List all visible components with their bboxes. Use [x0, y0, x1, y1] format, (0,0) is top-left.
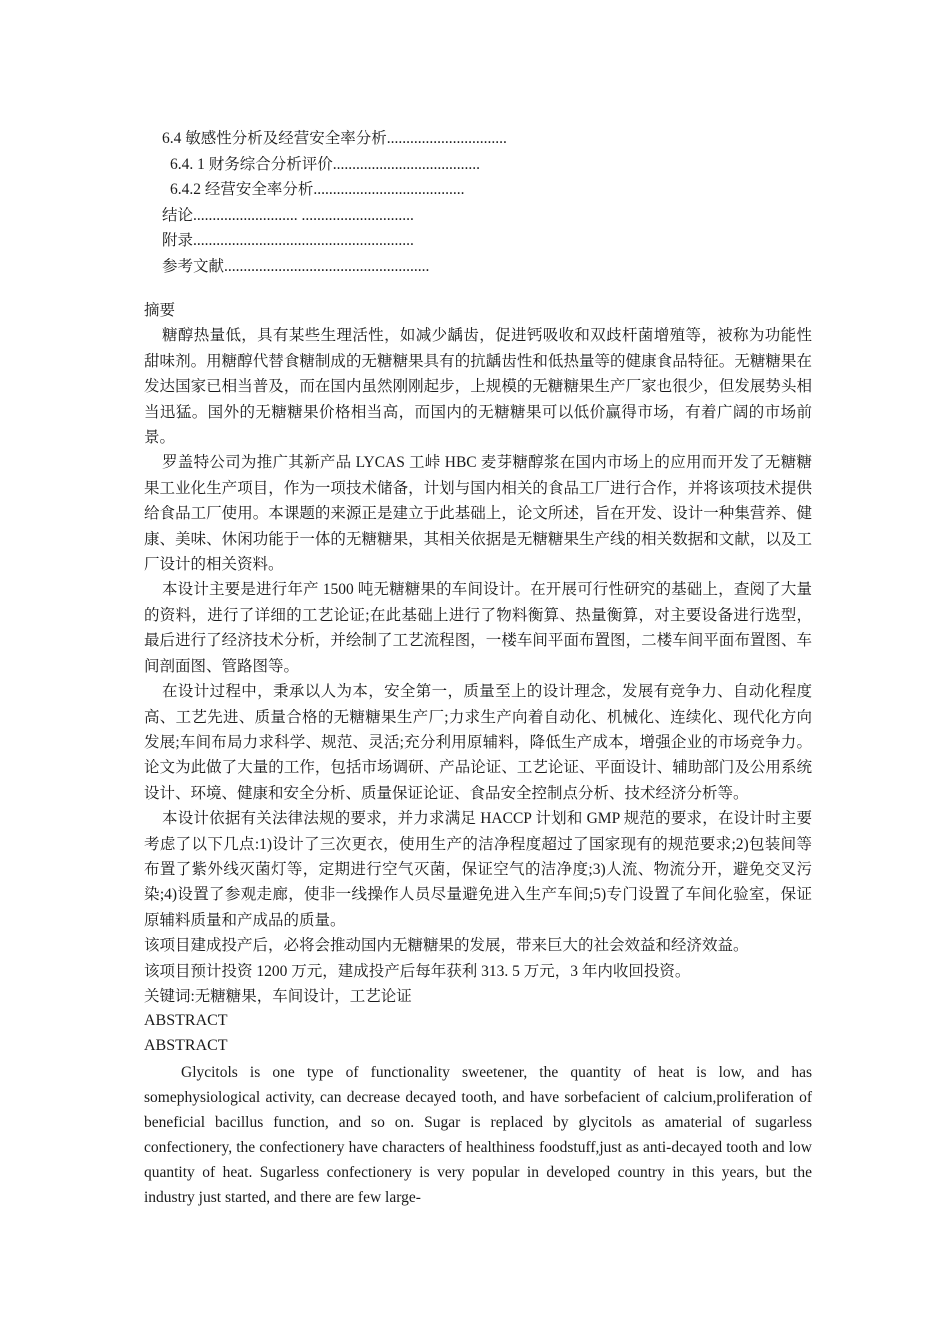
abstract-cn-closing: 该项目预计投资 1200 万元，建成投产后每年获利 313. 5 万元，3 年内收回投资。 [144, 962, 691, 980]
abstract-cn-paragraph: 罗盖特公司为推广其新产品 LYCAS 工峠 HBC 麦芽糖醇浆在国内市场上的应用而开发了无糖糖果工业化生产项目，作为一项技术储备，计划与国内相关的食品工厂进行合作，并将该项技术提供给食品工厂使用。本课题的来源正是建立于此基础上，论文所述，旨在开发、设计一种集营养、健康、美味、休闲功能于一体的无糖糖果，其相关依据是无糖糖果生产线的相关数据和文献，以及工厂设计的相关资料。 [144, 454, 812, 574]
abstract-cn-paragraph: 本设计主要是进行年产 1500 吨无糖糖果的车间设计。在开展可行性研究的基础上，查阅了大量的资料，进行了详细的工艺论证;在此基础上进行了物料衡算、热量衡算，对主要设备进行选型，最后进行了经济技术分析，并绘制了工艺流程图，一楼车间平面布置图，二楼车间平面布置图、车间剖面图、管路图等。 [144, 581, 812, 675]
toc-item-leader: ....................................... [313, 181, 465, 199]
abstract-en-heading: ABSTRACT [144, 1012, 228, 1030]
toc-item[interactable] [162, 152, 507, 178]
toc-item[interactable] [162, 203, 507, 229]
toc-item[interactable] [162, 126, 507, 152]
abstract-en-paragraph: Glycitols is one type of functionality sweetener, the quantity of heat is low, and has somephysiological activity, can decrease decayed tooth, and have sorbefacient of calcium,proliferation of beneficial bacillus function, and so on. Sugar is replaced by glycitols as amaterial of sugarless confectionery, the confectionery have characters of healthiness foodstuff,just as anti-decayed tooth and low quantity of heat. Sugarless confectionery is very popular in developed country in this years, but the industry just started, and there are few large- [144, 1064, 812, 1207]
toc-item[interactable] [162, 254, 507, 280]
abstract-body [144, 298, 812, 1210]
toc-item-label: 结论 [162, 206, 194, 224]
abstract-cn-paragraph: 在设计过程中，秉承以人为本，安全第一，质量至上的设计理念，发展有竞争力、自动化程度高、工艺先进、质量合格的无糖糖果生产厂;力求生产向着自动化、机械化、连续化、现代化方向发展;车间布局力求科学、规范、灵活;充分利用原辅料，降低生产成本，增强企业的市场竞争力。论文为此做了大量的工作，包括市场调研、产品论证、工艺论证、平面设计、辅助部门及公用系统设计、环境、健康和安全分析、质量保证论证、食品安全控制点分析、技术经济分析等。 [144, 683, 812, 802]
toc-item[interactable] [162, 177, 507, 203]
toc-item-label: 附录 [162, 232, 194, 250]
toc-item-label: 6.4.2 经营安全率分析 [170, 181, 314, 199]
abstract-cn-heading: 摘要 [144, 302, 176, 319]
toc-item-leader: ......................................................... [193, 232, 414, 250]
abstract-cn-paragraph: 糖醇热量低，具有某些生理活性，如减少龋齿，促进钙吸收和双歧杆菌增殖等，被称为功能性甜味剂。用糖醇代替食糖制成的无糖糖果具有的抗龋齿性和低热量等的健康食品特征。无糖糖果在发达国家已相当普及，而在国内虽然刚刚起步，上规模的无糖糖果生产厂家也很少，但发展势头相当迅猛。国外的无糖糖果价格相当高，而国内的无糖糖果可以低价赢得市场，有着广阔的市场前景。 [144, 327, 812, 447]
abstract-en [144, 1060, 812, 1210]
abstract-cn-closing: 该项目建成投产后，必将会推动国内无糖糖果的发展，带来巨大的社会效益和经济效益。 [144, 937, 749, 955]
toc-item-leader: ........................... ............................. [193, 206, 414, 224]
toc-item-label: 6.4. 1 财务综合分析评价 [170, 155, 333, 173]
abstract-cn-paragraph: 本设计依据有关法律法规的要求，并力求满足 HACCP 计划和 GMP 规范的要求，在设计时主要考虑了以下几点:1)设计了三次更衣，使用生产的洁净程度超过了国家现有的规范要求;2)包装间等布置了紫外线灭菌灯等，定期进行空气灭菌，保证空气的洁净度;3)人流、物流分开，避免交叉污染;4)设置了参观走廊，使非一线操作人员尽量避免进入生产车间;5)专门设置了车间化验室，保证原辅料质量和产成品的质量。 [144, 810, 812, 929]
toc-item-leader: ............................... [386, 130, 507, 147]
keywords: 关键词:无糖糖果，车间设计，工艺论证 [144, 987, 412, 1005]
toc-item-leader: ..................................................... [224, 257, 430, 275]
abstract-en-heading: ABSTRACT [144, 1036, 228, 1054]
toc-item[interactable] [162, 228, 507, 254]
toc-item-leader: ...................................... [332, 155, 481, 173]
toc-item-label: 6.4 敏感性分析及经营安全率分析 [162, 130, 387, 147]
table-of-contents [162, 126, 507, 280]
toc-item-label: 参考文献 [162, 257, 225, 275]
